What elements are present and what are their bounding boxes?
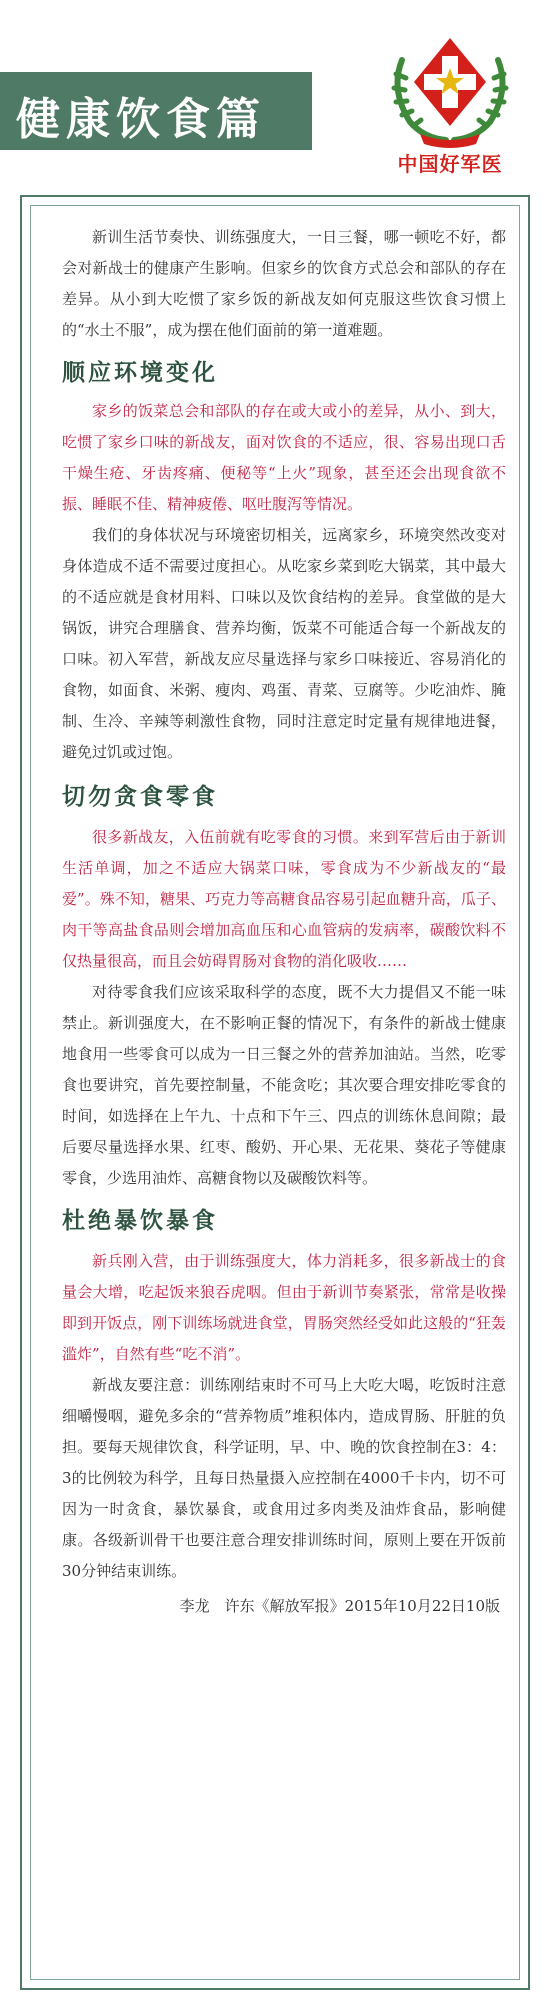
article-body	[62, 222, 506, 1622]
highlight-paragraph: 新兵刚入营，由于训练强度大，体力消耗多，很多新战士的食量会大增，吃起饭来狼吞虎咽。但由于新训节奏紧张，常常是收操即到开饭点，刚下训练场就进食堂，胃肠突然经受如此这般的“狂轰滥炸”，自然有些“吃不消”。	[62, 1252, 506, 1363]
page-title: 健康饮食篇	[16, 94, 266, 145]
body-paragraph: 我们的身体状况与环境密切相关，远离家乡，环境突然改变对身体造成不适不需要过度担心。从吃家乡菜到吃大锅菜，其中最大的不适应就是食材用料、口味以及饮食结构的差异。食堂做的是大锅饭，讲究合理膳食、营养均衡，饭菜不可能适合每一个新战友的口味。初入军营，新战友应尽量选择与家乡口味接近、容易消化的食物，如面食、米粥、瘦肉、鸡蛋、青菜、豆腐等。少吃油炸、腌制、生冷、辛辣等刺激性食物，同时注意定时定量有规律地进餐，避免过饥或过饱。	[62, 526, 506, 761]
section-heading: 切勿贪食零食	[62, 783, 218, 810]
body-paragraph: 对待零食我们应该采取科学的态度，既不大力提倡又不能一味禁止。新训强度大，在不影响正餐的情况下，有条件的新战士健康地食用一些零食可以成为一日三餐之外的营养加油站。当然，吃零食也要讲究，首先要控制量，不能贪吃；其次要合理安排吃零食的时间，如选择在上午九、十点和下午三、四点的训练休息间隙；最后要尽量选择水果、红枣、酸奶、开心果、无花果、葵花子等健康零食，少选用油炸、高糖食物以及碳酸饮料等。	[62, 983, 506, 1187]
section-heading: 顺应环境变化	[62, 359, 218, 386]
logo-emblem-icon	[380, 30, 520, 150]
title-banner	[0, 72, 312, 150]
highlight-paragraph: 家乡的饭菜总会和部队的存在或大或小的差异，从小、到大，吃惯了家乡口味的新战友，面对饮食的不适应，很、容易出现口舌干燥生疮、牙齿疼痛、便秘等“上火”现象，甚至还会出现食欲不振、睡眠不佳、精神疲倦、呕吐腹泻等情况。	[62, 402, 506, 513]
logo	[380, 30, 520, 180]
body-paragraph: 新战友要注意：训练刚结束时不可马上大吃大喝，吃饭时注意细嚼慢咽，避免多余的“营养物质”堆积体内，造成胃肠、肝脏的负担。要每天规律饮食，科学证明，早、中、晚的饮食控制在3：4：3的比例较为科学，且每日热量摄入应控制在4000千卡内，切不可因为一时贪食，暴饮暴食，或食用过多肉类及油炸食品，影响健康。各级新训骨干也要注意合理安排训练时间，原则上要在开饭前30分钟结束训练。	[62, 1376, 506, 1580]
highlight-paragraph: 很多新战友，入伍前就有吃零食的习惯。来到军营后由于新训生活单调，加之不适应大锅菜口味，零食成为不少新战友的“最爱”。殊不知，糖果、巧克力等高糖食品容易引起血糖升高，瓜子、肉干等高盐食品则会增加高血压和心血管病的发病率，碳酸饮料不仅热量很高，而且会妨碍胃肠对食物的消化吸收……	[62, 828, 506, 970]
section-heading: 杜绝暴饮暴食	[62, 1207, 218, 1234]
logo-text: 中国好军医	[397, 152, 503, 176]
intro-paragraph: 新训生活节奏快、训练强度大，一日三餐，哪一顿吃不好，都会对新战士的健康产生影响。但家乡的饮食方式总会和部队的存在差异。从小到大吃惯了家乡饭的新战友如何克服这些饮食习惯上的“水土不服”，成为摆在他们面前的第一道难题。	[62, 228, 506, 339]
article-signature: 李龙 许东《解放军报》2015年10月22日10版	[179, 1597, 500, 1615]
